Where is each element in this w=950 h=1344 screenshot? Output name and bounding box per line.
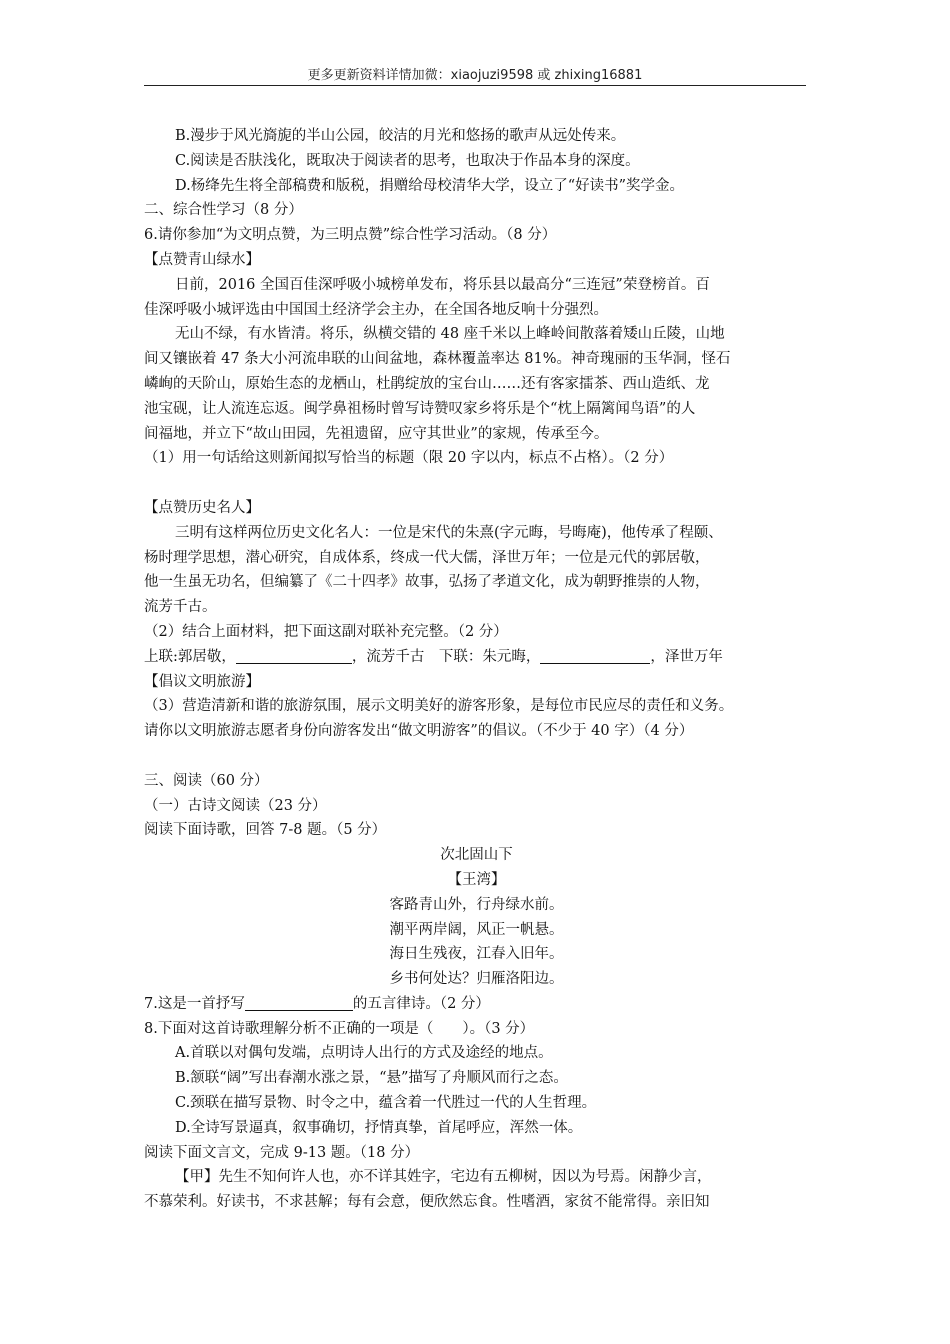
sub-question: （3）营造清新和谐的旅游氛围，展示文明美好的游客形象，是每位市民应尽的责任和义务。 bbox=[144, 698, 734, 715]
poem-line: 客路青山外，行舟绿水前。 bbox=[389, 896, 564, 913]
paragraph-line: 他一生虽无功名，但编纂了《二十四孝》故事，弘扬了孝道文化，成为朝野推崇的人物， bbox=[144, 574, 710, 591]
option-d: D.杨绛先生将全部稿费和版税，捐赠给母校清华大学，设立了“好读书”奖学金。 bbox=[175, 177, 685, 194]
reading-intro: 阅读下面文言文，完成 9-13 题。（18 分） bbox=[144, 1144, 420, 1161]
classical-text-line: 不慕荣利。好读书，不求甚解；每有会意，便欣然忘食。性嗜酒，家贫不能常得。亲旧知 bbox=[144, 1194, 710, 1211]
couplet-end: ，泽世万年 bbox=[650, 648, 723, 665]
poem-line: 乡书何处达？归雁洛阳边。 bbox=[389, 971, 564, 988]
paragraph-line: 流芳千古。 bbox=[144, 599, 217, 616]
sub-question: 请你以文明旅游志愿者身份向游客发出“做文明游客”的倡议。（不少于 40 字）（4 分） bbox=[144, 723, 694, 740]
subsection-title: （一）古诗文阅读（23 分） bbox=[144, 797, 327, 814]
poem-line: 海日生残夜，江春入旧年。 bbox=[389, 946, 564, 963]
option-a: A.首联以对偶句发端，点明诗人出行的方式及途经的地点。 bbox=[175, 1045, 553, 1062]
paragraph-line: 无山不绿，有水皆清。将乐，纵横交错的 48 座千米以上峰岭间散落着矮山丘陵，山地 bbox=[175, 326, 725, 343]
paragraph-line: 间又镶嵌着 47 条大小河流串联的山间盆地，森林覆盖率达 81%。神奇瑰丽的玉华洞，怪石 bbox=[144, 351, 731, 368]
option-b: B.颔联“阔”写出春潮水涨之景，“悬”描写了舟顺风而行之态。 bbox=[175, 1070, 568, 1087]
answer-space bbox=[144, 471, 809, 496]
part-title: 【点赞历史名人】 bbox=[144, 499, 260, 516]
question-7-suffix: 的五言律诗。（2 分） bbox=[352, 995, 490, 1012]
section-title: 三、阅读（60 分） bbox=[144, 772, 269, 789]
paragraph-line: 三明有这样两位历史文化名人：一位是宋代的朱熹(字元晦，号晦庵)，他传承了程颐、 bbox=[175, 524, 723, 541]
part-title: 【点赞青山绿水】 bbox=[144, 251, 260, 268]
paragraph-line: 嶙峋的天阶山，原始生态的龙栖山，杜鹃绽放的宝台山……还有客家擂茶、西山造纸、龙 bbox=[144, 375, 710, 392]
couplet-upper-label: 上联:郭居敬， bbox=[144, 648, 236, 665]
page-header: 更多更新资料详情加微：xiaojuzi9598 或 zhixing16881 bbox=[307, 68, 643, 83]
reading-intro: 阅读下面诗歌，回答 7-8 题。（5 分） bbox=[144, 822, 387, 839]
option-b: B.漫步于风光旖旎的半山公园，皎洁的月光和悠扬的歌声从远处传来。 bbox=[175, 128, 626, 144]
question-7 bbox=[144, 992, 809, 1017]
question-7-blank[interactable] bbox=[245, 994, 353, 1011]
poem-line: 潮平两岸阔，风正一帆悬。 bbox=[389, 921, 564, 938]
poem-author: 【王湾】 bbox=[447, 871, 506, 888]
header-rule bbox=[144, 85, 806, 86]
paragraph-line: 间福地，并立下“故山田园，先祖遗留，应守其世业”的家规，传承至今。 bbox=[144, 425, 609, 442]
paragraph-line: 日前，2016 全国百佳深呼吸小城榜单发布，将乐县以最高分“三连冠”荣登榜首。百 bbox=[175, 276, 710, 293]
question-8: 8.下面对这首诗歌理解分析不正确的一项是（ ）。（3 分） bbox=[144, 1020, 535, 1037]
option-c: C.阅读是否肤浅化，既取决于阅读者的思考，也取决于作品本身的深度。 bbox=[175, 152, 640, 169]
sub-question: （1）用一句话给这则新闻拟写恰当的标题（限 20 字以内，标点不占格）。（2 分） bbox=[144, 450, 674, 467]
couplet-lower-blank[interactable] bbox=[540, 647, 650, 664]
classical-text-line: 【甲】先生不知何许人也，亦不详其姓字，宅边有五柳树，因以为号焉。闲静少言， bbox=[175, 1169, 712, 1186]
paragraph-line: 佳深呼吸小城评选由中国国土经济学会主办，在全国各地反响十分强烈。 bbox=[144, 301, 608, 318]
paragraph-line: 池宝砚，让人流连忘返。闽学鼻祖杨时曾写诗赞叹家乡将乐是个“枕上隔篱闻鸟语”的人 bbox=[144, 400, 696, 417]
question-6: 6.请你参加“为文明点赞，为三明点赞”综合性学习活动。（8 分） bbox=[144, 227, 557, 244]
sub-question: （2）结合上面材料，把下面这副对联补充完整。（2 分） bbox=[144, 623, 508, 640]
poem-title: 次北固山下 bbox=[440, 847, 513, 864]
option-c: C.颈联在描写景物、时令之中，蕴含着一代胜过一代的人生哲理。 bbox=[175, 1095, 597, 1112]
paragraph-line: 杨时理学思想，潜心研究，自成体系，终成一代大儒，泽世万年；一位是元代的郭居敬， bbox=[144, 549, 710, 566]
couplet-lower-label: ，流芳千古 下联：朱元晦， bbox=[351, 648, 541, 665]
question-7-prefix: 7.这是一首抒写 bbox=[144, 995, 245, 1012]
part-title: 【倡议文明旅游】 bbox=[144, 673, 260, 690]
section-title: 二、综合性学习（8 分） bbox=[144, 202, 303, 219]
answer-space bbox=[144, 744, 809, 769]
document-body bbox=[144, 124, 809, 1215]
option-d: D.全诗写景逼真，叙事确切，抒情真挚，首尾呼应，浑然一体。 bbox=[175, 1119, 583, 1136]
couplet-upper-blank[interactable] bbox=[236, 647, 352, 664]
couplet-line bbox=[144, 645, 809, 670]
